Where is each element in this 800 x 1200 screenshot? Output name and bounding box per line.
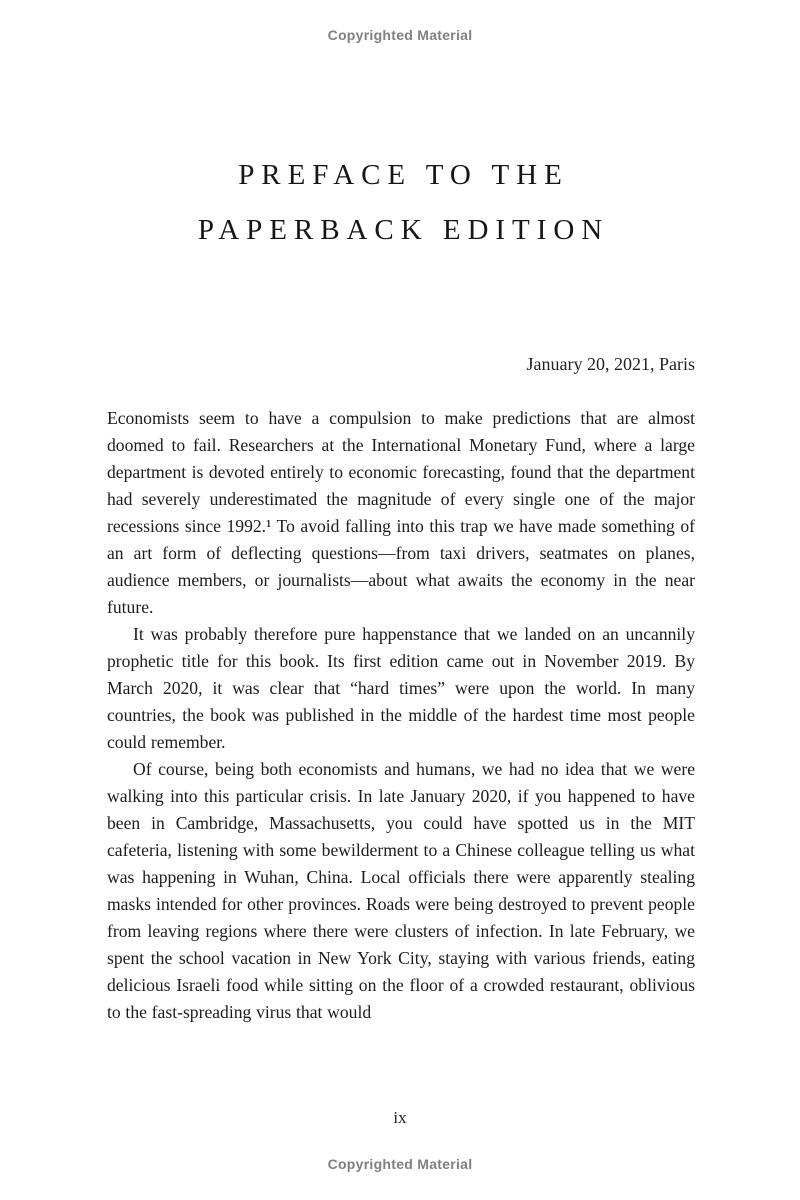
page-number: ix: [393, 1108, 407, 1127]
body-text: [107, 405, 695, 1026]
paragraph-2: It was probably therefore pure happenstance that we landed on an uncannily prophetic title for this book. Its first edition came out in November 2019. By March 2020, it was clear that “hard times” were upon the world. In many countries, the book was published in the middle of the hardest time most people could remember.: [107, 624, 695, 752]
chapter-title-line-2: PAPERBACK EDITION: [197, 214, 610, 246]
copyright-notice-top: Copyrighted Material: [327, 27, 473, 43]
chapter-title: [0, 148, 800, 258]
dateline: January 20, 2021, Paris: [526, 354, 695, 374]
paragraph-3: Of course, being both economists and humans, we had no idea that we were walking into this particular crisis. In late January 2020, if you happened to have been in Cambridge, Massachusetts, you could have spotted us in the MIT cafeteria, listening with some bewilderment to a Chinese colleague telling us what was happening in Wuhan, China. Local officials there were apparently stealing masks intended for other provinces. Roads were being destroyed to prevent people from leaving regions where there were clusters of infection. In late February, we spent the school vacation in New York City, staying with various friends, eating delicious Israeli food while sitting on the floor of a crowded restaurant, oblivious to the fast-spreading virus that would: [107, 759, 695, 1022]
chapter-title-line-1: PREFACE TO THE: [238, 159, 569, 191]
copyright-notice-bottom: Copyrighted Material: [327, 1156, 473, 1172]
paragraph-1: Economists seem to have a compulsion to make predictions that are almost doomed to fail. Researchers at the International Monetary Fund, where a large department is devoted entirely to economic forecasting, found that the department had severely underestimated the magnitude of every single one of the major recessions since 1992.¹ To avoid falling into this trap we have made something of an art form of deflecting questions—from taxi drivers, seatmates on planes, audience members, or journalists—about what awaits the economy in the near future.: [107, 408, 695, 617]
